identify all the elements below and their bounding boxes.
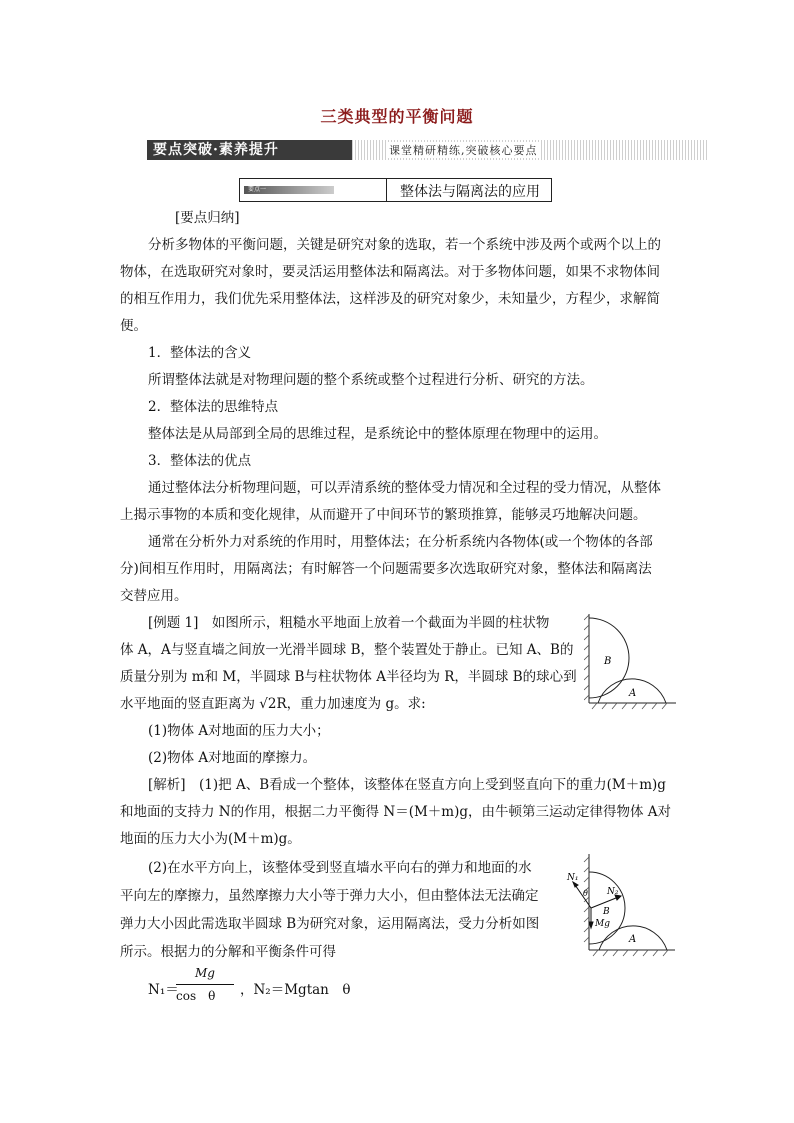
example-line: 水平地面的竖直距离为 √2R，重力加速度为 g。求: bbox=[120, 696, 426, 712]
solution-line: (2)在水平方向上，该整体受到竖直墙水平向右的弹力和地面的水 bbox=[148, 860, 532, 876]
paragraph-line: 上揭示事物的本质和变化规律，从而避开了中间环节的繁琐推算，能够灵巧地解决问题。 bbox=[120, 507, 647, 523]
formula-numerator: Mg bbox=[195, 966, 215, 980]
fig2-label-a: A bbox=[629, 934, 637, 945]
paragraph-line: 交替应用。 bbox=[120, 588, 188, 604]
paragraph-line: 分)间相互作用时，用隔离法；有时解答一个问题需要多次选取研究对象，整体法和隔离法 bbox=[120, 561, 652, 577]
subheading: 1．整体法的含义 bbox=[148, 345, 252, 361]
section-banner bbox=[147, 140, 707, 162]
solution-line: 地面的压力大小为(M＋m)g。 bbox=[120, 831, 301, 847]
paragraph-line: 便。 bbox=[120, 318, 147, 334]
paragraph-line: 分析多物体的平衡问题，关键是研究对象的选取，若一个系统中涉及两个或两个以上的 bbox=[148, 237, 661, 253]
fig2-label-theta: θ bbox=[583, 889, 588, 898]
question-line: (2)物体 A对地面的摩擦力。 bbox=[148, 750, 317, 766]
formula-n2: ，N₂＝Mgtan θ bbox=[240, 982, 351, 998]
formula-n1: N₁＝ bbox=[148, 982, 179, 998]
paragraph-line: 所谓整体法就是对物理问题的整个系统或整个过程进行分析、研究的方法。 bbox=[148, 372, 594, 388]
paragraph-line: 物体，在选取研究对象时，要灵活运用整体法和隔离法。对于多物体问题，如果不求物体间 bbox=[120, 264, 660, 280]
paragraph-line: 通过整体法分析物理问题，可以弄清系统的整体受力情况和全过程的受力情况，从整体 bbox=[148, 480, 661, 496]
fig2-label-n1: N₁ bbox=[567, 873, 579, 883]
section-tag bbox=[240, 179, 387, 201]
figure-1 bbox=[584, 612, 680, 712]
example-line: 体 A，A与竖直墙之间放一光滑半圆球 B，整个装置处于静止。已知 A、B的 bbox=[120, 642, 574, 658]
heading-summary: [要点归纳] bbox=[175, 210, 240, 226]
subheading: 2．整体法的思维特点 bbox=[148, 399, 279, 415]
example-line: [例题 1] 如图所示，粗糙水平地面上放着一个截面为半圆的柱状物 bbox=[148, 615, 550, 631]
fig2-label-mg: Mg bbox=[595, 919, 610, 929]
banner-left-label: 要点突破·素养提升 bbox=[147, 140, 352, 160]
section-tag-label: 要点一 bbox=[244, 186, 334, 194]
fig1-label-a: A bbox=[629, 688, 637, 699]
fraction-bar bbox=[176, 984, 234, 985]
solution-line: 所示。根据力的分解和平衡条件可得 bbox=[120, 944, 336, 960]
page-title: 三类典型的平衡问题 bbox=[320, 107, 474, 126]
section-label: 整体法与隔离法的应用 bbox=[400, 184, 540, 200]
solution-line: [解析] (1)把 A、B看成一个整体，该整体在竖直方向上受到竖直向下的重力(M＋m)g bbox=[148, 777, 666, 793]
subheading: 3．整体法的优点 bbox=[148, 453, 252, 469]
solution-line: 弹力大小因此需选取半圆球 B为研究对象，运用隔离法，受力分析如图 bbox=[120, 916, 540, 932]
solution-line: 和地面的支持力 N的作用，根据二力平衡得 N＝(M＋m)g，由牛顿第三运动定律得物体 A对 bbox=[120, 804, 672, 820]
example-line: 质量分别为 m和 M，半圆球 B与柱状物体 A半径均为 R，半圆球 B的球心到 bbox=[120, 669, 577, 685]
fig2-label-b: B bbox=[603, 907, 610, 917]
fig2-label-n2: N₂ bbox=[607, 887, 619, 897]
paragraph-line: 的相互作用力，我们优先采用整体法，这样涉及的研究对象少，未知量少，方程少，求解简 bbox=[120, 291, 660, 307]
banner-right-label: 课堂精研精练,突破核心要点 bbox=[389, 144, 538, 157]
paragraph-line: 通常在分析外力对系统的作用时，用整体法；在分析系统内各物体(或一个物体的各部 bbox=[148, 534, 653, 550]
solution-line: 平向左的摩擦力，虽然摩擦力大小等于弹力大小，但由整体法无法确定 bbox=[120, 888, 539, 904]
figure-2 bbox=[563, 852, 679, 962]
paragraph-line: 整体法是从局部到全局的思维过程，是系统论中的整体原理在物理中的运用。 bbox=[148, 426, 607, 442]
section-heading-box bbox=[239, 178, 552, 202]
formula-denominator: cos θ bbox=[176, 989, 216, 1003]
fig1-label-b: B bbox=[604, 656, 612, 667]
question-line: (1)物体 A对地面的压力大小； bbox=[148, 723, 330, 739]
